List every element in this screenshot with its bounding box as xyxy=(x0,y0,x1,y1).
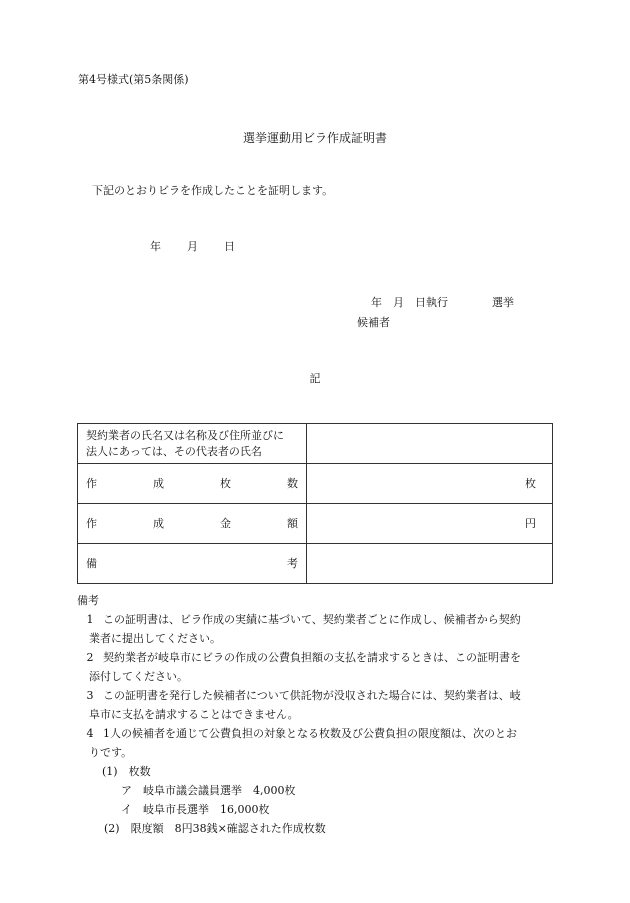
notes-section xyxy=(77,594,557,838)
note-text: この証明書は、ビラ作成の実績に基づいて、契約業者ごとに作成し、候補者から契約 xyxy=(103,613,521,627)
form-number: 第4号様式(第5条関係) xyxy=(78,73,189,86)
remarks-label xyxy=(78,544,307,584)
contractor-label-line2: 法人にあっては、その代表者の氏名 xyxy=(86,444,262,458)
note-item xyxy=(77,724,557,762)
election-date-line: 年 月 日執行 選挙 xyxy=(371,296,514,309)
details-table xyxy=(77,423,553,584)
note-number: 3 xyxy=(86,689,94,703)
day-label: 日 xyxy=(224,240,235,253)
label-char: 額 xyxy=(287,516,298,530)
amount-value xyxy=(307,504,553,544)
sub-item-limit: (2) 限度額 8円38銭×確認された作成枚数 xyxy=(104,822,326,836)
table-row xyxy=(78,544,553,584)
document-title: 選挙運動用ビラ作成証明書 xyxy=(242,131,387,145)
label-char: 枚 xyxy=(220,476,231,490)
note-text: この証明書を発行した候補者について供託物が没収された場合には、契約業者は、岐 xyxy=(103,689,521,703)
note-text-cont: 業者に提出してください。 xyxy=(89,632,221,646)
contractor-label xyxy=(78,424,307,464)
amount-label xyxy=(78,504,307,544)
table-row xyxy=(78,464,553,504)
label-char: 数 xyxy=(287,476,298,490)
candidate-label: 候補者 xyxy=(357,316,390,329)
note-number: 4 xyxy=(86,727,94,741)
note-text: 1人の候補者を通じて公費負担の対象となる枚数及び公費負担の限度額は、次のとお xyxy=(103,727,517,741)
label-char: 作 xyxy=(86,476,97,490)
label-char: 作 xyxy=(86,516,97,530)
sub-item-quantity: (1) 枚数 xyxy=(102,765,151,779)
amount-unit: 円 xyxy=(525,516,536,530)
quantity-label xyxy=(78,464,307,504)
note-item xyxy=(77,648,557,686)
contractor-value xyxy=(307,424,553,464)
notes-heading: 備考 xyxy=(77,594,99,607)
table-row xyxy=(78,504,553,544)
label-char: 成 xyxy=(153,476,164,490)
certification-statement: 下記のとおりビラを作成したことを証明します。 xyxy=(92,184,334,197)
note-text: 契約業者が岐阜市にビラの作成の公費負担額の支払を請求するときは、この証明書を xyxy=(103,651,521,665)
month-label: 月 xyxy=(187,240,198,253)
note-number: 1 xyxy=(86,613,94,627)
remarks-value xyxy=(307,544,553,584)
sub-item-mayor: イ 岐阜市長選挙 16,000枚 xyxy=(121,803,270,817)
note-number: 2 xyxy=(86,651,94,665)
quantity-value xyxy=(307,464,553,504)
label-char: 考 xyxy=(287,556,298,570)
label-char: 備 xyxy=(86,556,97,570)
ki-label: 記 xyxy=(309,372,321,385)
note-text-cont: 阜市に支払を請求することはできません。 xyxy=(89,708,299,722)
note-item xyxy=(77,610,557,648)
sub-item-council: ア 岐阜市議会議員選挙 4,000枚 xyxy=(121,784,296,798)
table-row xyxy=(78,424,553,464)
contractor-label-line1: 契約業者の氏名又は名称及び住所並びに xyxy=(86,428,284,442)
note-text-cont: 添付してください。 xyxy=(89,670,188,684)
label-char: 金 xyxy=(220,516,231,530)
issue-date-line xyxy=(150,240,235,253)
label-char: 成 xyxy=(153,516,164,530)
year-label: 年 xyxy=(150,240,161,253)
note-text-cont: りです。 xyxy=(89,746,133,760)
note-item xyxy=(77,686,557,724)
quantity-unit: 枚 xyxy=(525,476,536,490)
